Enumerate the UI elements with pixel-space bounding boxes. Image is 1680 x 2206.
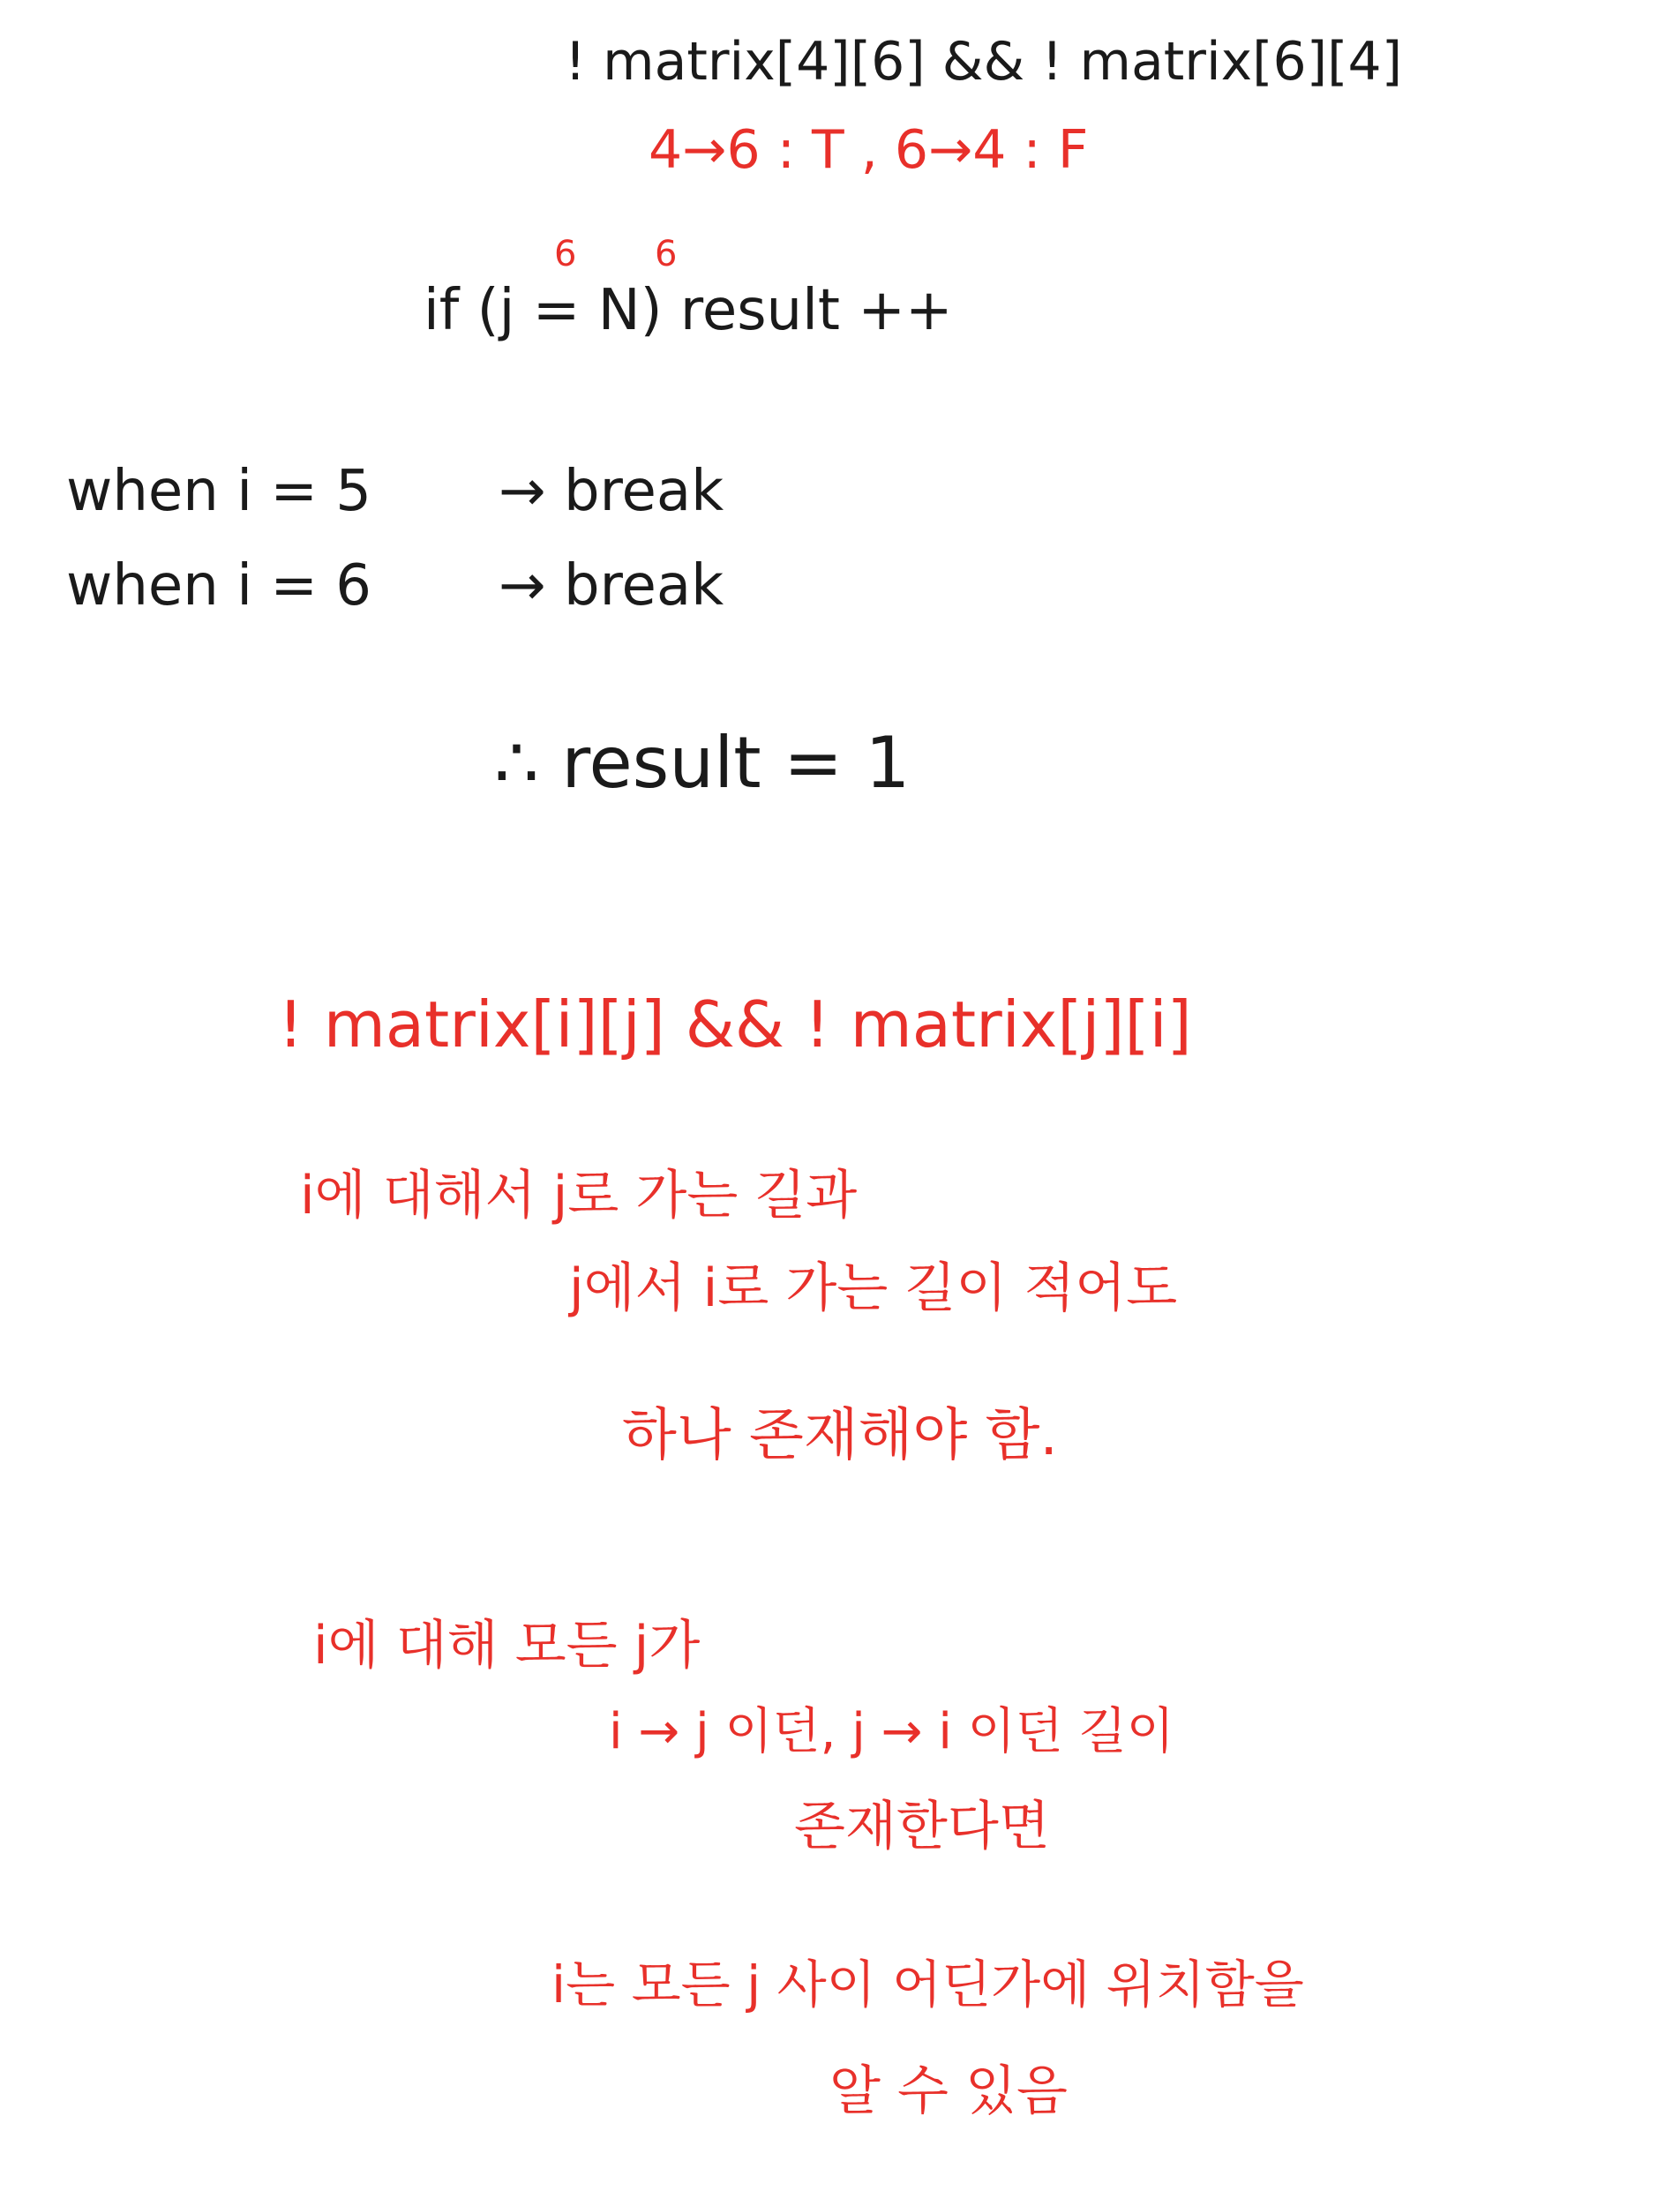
explanation-line-1: i에 대해서 j로 가는 길과 (300, 1165, 858, 1227)
if-j-value: 6 (554, 234, 577, 274)
if-n-value: 6 (655, 234, 678, 274)
edge-direction-note: 4→6 : T , 6→4 : F (649, 119, 1089, 181)
matrix-condition-example: ! matrix[4][6] && ! matrix[6][4] (565, 31, 1403, 93)
explanation-line-4: i에 대해 모든 j가 (313, 1615, 701, 1677)
when-i-6-break: → break (499, 553, 724, 619)
explanation-line-8: 알 수 있음 (829, 2060, 1068, 2122)
explanation-line-7: i는 모든 j 사이 어딘가에 위치함을 (551, 1955, 1304, 2015)
when-i-6: when i = 6 (66, 553, 371, 619)
result-conclusion: ∴ result = 1 (494, 722, 911, 804)
if-statement: if (j = N) result ++ (424, 278, 953, 343)
general-matrix-condition: ! matrix[i][j] && ! matrix[j][i] (278, 987, 1192, 1062)
explanation-line-2: j에서 i로 가는 길이 적어도 (569, 1257, 1178, 1319)
explanation-line-3: 하나 존재해야 함. (622, 1403, 1058, 1468)
when-i-5: when i = 5 (66, 459, 371, 524)
explanation-line-6: 존재한다면 (794, 1796, 1050, 1857)
explanation-line-5: i → j 이던, j → i 이던 길이 (609, 1703, 1174, 1760)
when-i-5-break: → break (499, 459, 724, 524)
